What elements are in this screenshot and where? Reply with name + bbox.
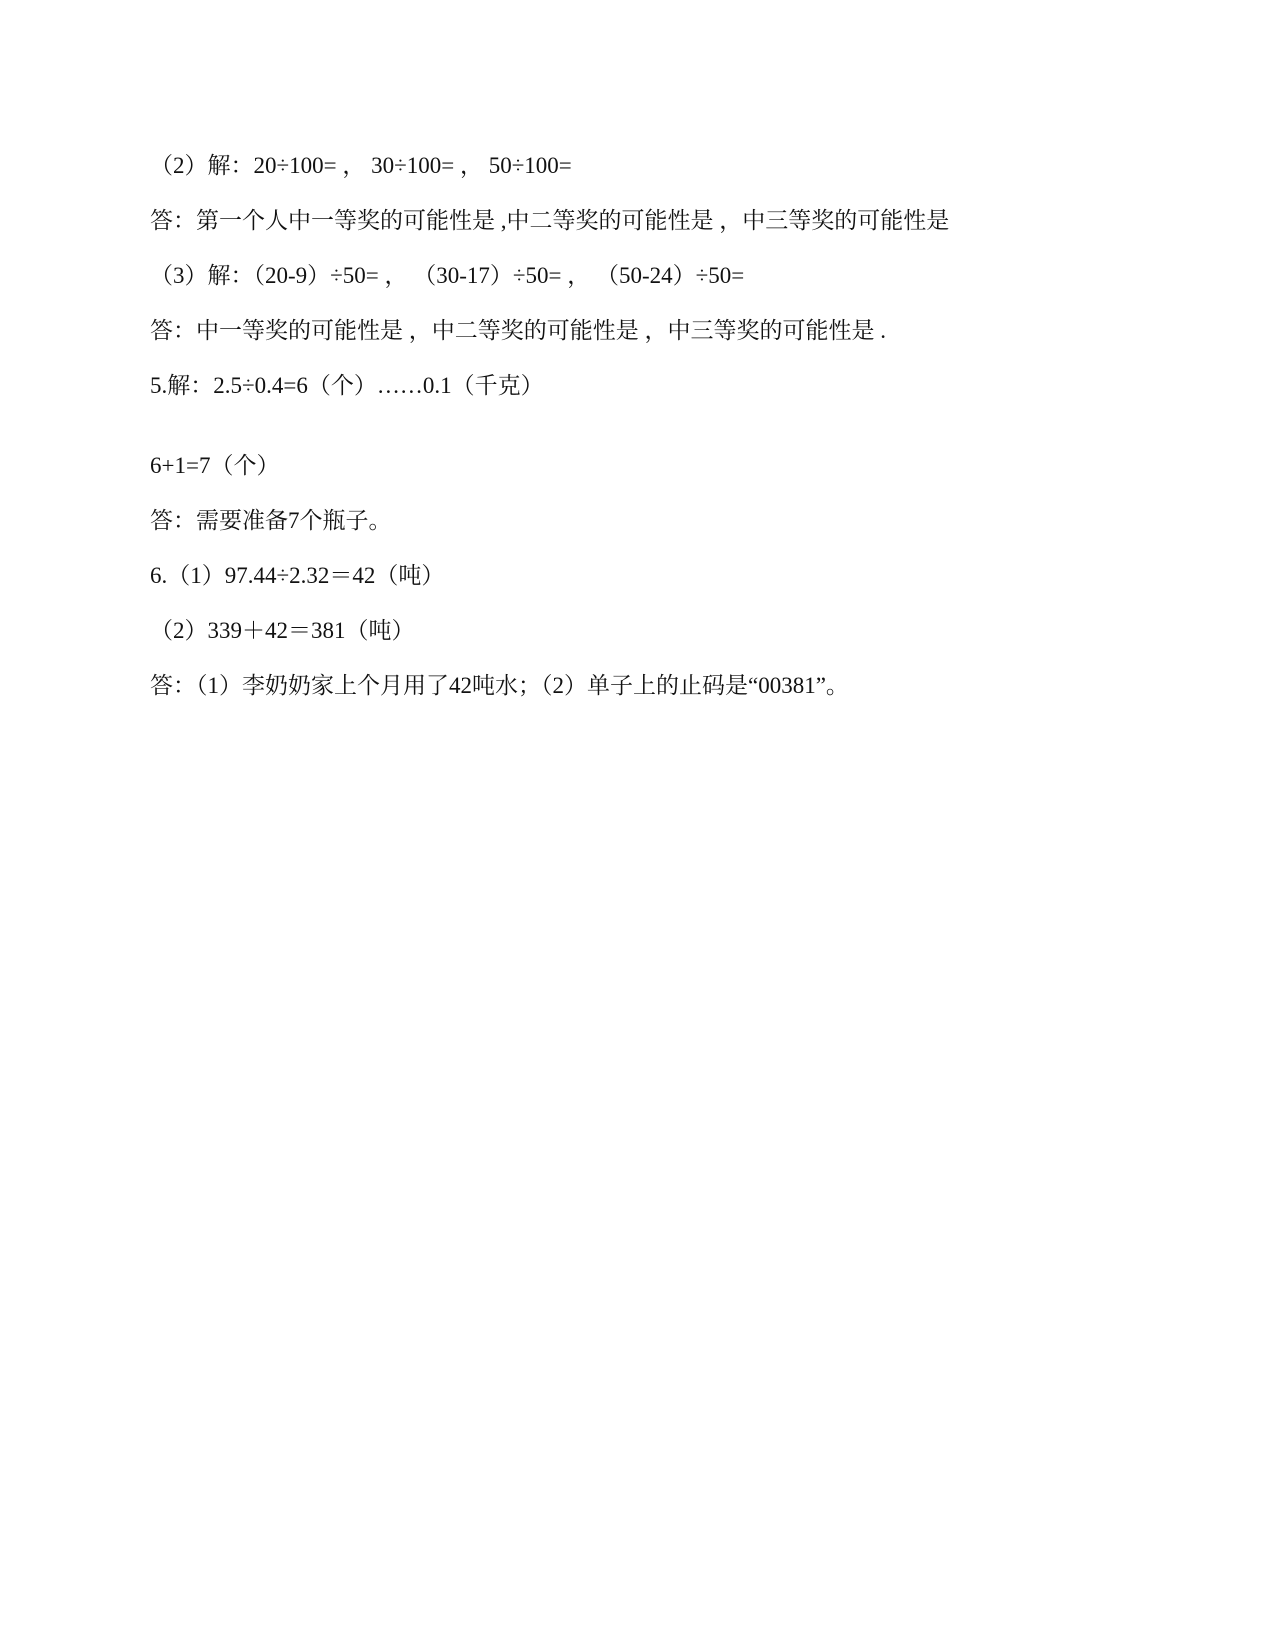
line-part2-solution: （2）解：20÷100= ， 30÷100= ， 50÷100= [150,153,572,178]
line-part3-answer: 答：中一等奖的可能性是 ，中二等奖的可能性是 ，中三等奖的可能性是 . [150,318,886,343]
line-part2-answer: 答：第一个人中一等奖的可能性是 ,中二等奖的可能性是 ，中三等奖的可能性是 [150,208,950,233]
line-q5-answer: 答：需要准备7个瓶子。 [150,508,392,533]
line-q5-step2: 6+1=7（个） [150,453,280,478]
line-q5-solution: 5.解：2.5÷0.4=6（个）……0.1（千克） [150,373,544,398]
line-part3-solution: （3）解：（20-9）÷50= ， （30-17）÷50= ， （50-24）÷50= [150,263,745,288]
line-q6-part1: 6.（1）97.44÷2.32＝42（吨） [150,563,445,588]
line-q6-part2: （2）339＋42＝381（吨） [150,618,415,643]
line-q6-answer: 答：（1）李奶奶家上个月用了42吨水；（2）单子上的止码是“00381”。 [150,673,849,698]
